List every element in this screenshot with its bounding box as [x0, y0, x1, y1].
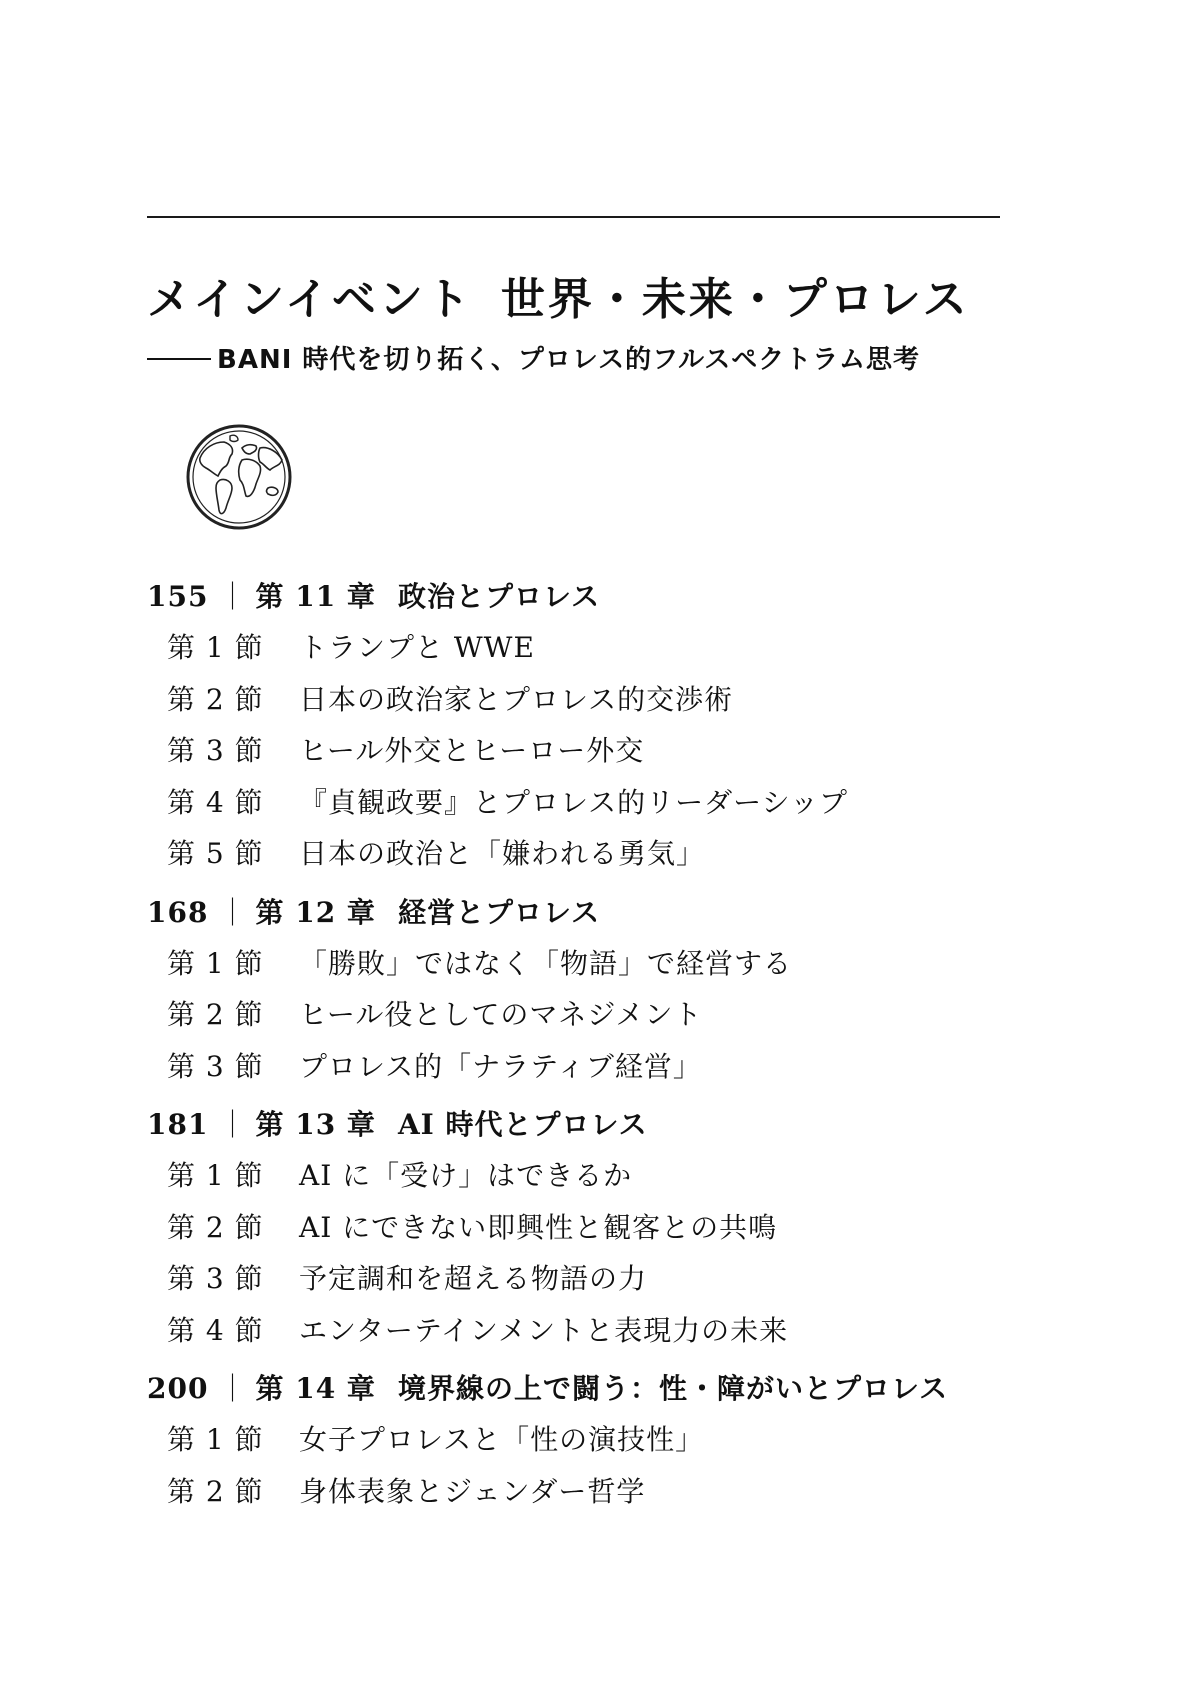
section-label: 第 2 節	[167, 1474, 264, 1508]
section-label: 第 4 節	[167, 785, 264, 819]
section-label: 第 1 節	[167, 631, 264, 664]
section-item	[147, 777, 1047, 829]
chapter-13	[147, 1100, 1047, 1356]
section-title: プロレス的「ナラティブ経営」	[299, 1049, 702, 1083]
section-title: トランプと WWE	[299, 631, 535, 664]
section-item	[147, 1414, 1047, 1466]
section-label: 第 1 節	[167, 946, 264, 980]
chapter-label: 第 14 章	[255, 1372, 376, 1405]
chapter-separator: ｜	[218, 1108, 248, 1141]
chapter-12	[147, 888, 1047, 1093]
chapter-page-number: 200	[147, 1372, 209, 1405]
chapter-heading	[147, 572, 1047, 622]
chapter-title: AI 時代とプロレス	[397, 1108, 648, 1141]
section-item	[147, 989, 1047, 1041]
chapter-heading	[147, 1100, 1047, 1150]
chapter-separator: ｜	[218, 1372, 248, 1405]
section-item	[147, 1202, 1047, 1254]
chapter-label: 第 12 章	[255, 895, 376, 929]
section-item	[147, 1041, 1047, 1093]
section-label: 第 2 節	[167, 1210, 264, 1244]
section-label: 第 3 節	[167, 734, 264, 767]
section-title: 日本の政治家とプロレス的交渉術	[299, 682, 734, 716]
section-item	[147, 674, 1047, 726]
section-item	[147, 1150, 1047, 1202]
section-title: 身体表象とジェンダー哲学	[299, 1474, 646, 1508]
section-title: 「勝敗」ではなく「物語」で経営する	[299, 946, 793, 980]
chapter-page-number: 168	[147, 895, 209, 929]
header-divider	[147, 216, 1000, 218]
page-title	[147, 272, 970, 328]
chapter-label: 第 13 章	[255, 1108, 376, 1141]
section-title: 予定調和を超える物語の力	[299, 1262, 648, 1295]
section-label: 第 3 節	[167, 1049, 264, 1083]
section-item	[147, 828, 1047, 880]
section-label: 第 5 節	[167, 837, 264, 870]
chapter-label: 第 11 章	[255, 580, 376, 613]
section-title: エンターテインメントと表現力の未来	[299, 1313, 789, 1347]
section-item	[147, 1466, 1047, 1518]
section-title: AI にできない即興性と観客との共鳴	[299, 1210, 778, 1244]
section-item	[147, 622, 1047, 674]
section-item	[147, 1253, 1047, 1305]
globe-icon	[184, 422, 294, 532]
table-of-contents	[147, 572, 1047, 1525]
section-title: 女子プロレスと「性の演技性」	[299, 1423, 705, 1456]
section-item	[147, 938, 1047, 990]
subtitle-dash	[147, 358, 211, 360]
chapter-separator: ｜	[218, 895, 248, 929]
section-title: ヒール外交とヒーロー外交	[299, 734, 645, 767]
section-label: 第 3 節	[167, 1262, 264, 1295]
section-item	[147, 725, 1047, 777]
section-label: 第 2 節	[167, 682, 264, 716]
chapter-14	[147, 1364, 1047, 1517]
section-title: 日本の政治と「嫌われる勇気」	[299, 837, 706, 870]
page-subtitle	[147, 340, 920, 380]
section-label: 第 2 節	[167, 998, 264, 1031]
chapter-title: 経営とプロレス	[397, 895, 601, 929]
chapter-heading	[147, 888, 1047, 938]
section-title: AI に「受け」はできるか	[299, 1159, 633, 1192]
chapter-11	[147, 572, 1047, 880]
chapter-heading	[147, 1364, 1047, 1414]
section-label: 第 1 節	[167, 1159, 264, 1192]
section-title: 『貞観政要』とプロレス的リーダーシップ	[299, 785, 849, 819]
title-part-main-event: メインイベント	[147, 274, 473, 325]
title-part-theme: 世界・未来・プロレス	[500, 274, 970, 325]
section-title: ヒール役としてのマネジメント	[299, 998, 703, 1031]
section-item	[147, 1305, 1047, 1357]
section-label: 第 1 節	[167, 1423, 264, 1456]
section-label: 第 4 節	[167, 1313, 264, 1347]
chapter-separator: ｜	[218, 580, 248, 613]
chapter-title: 境界線の上で闘う：性・障がいとプロレス	[397, 1372, 949, 1405]
chapter-page-number: 155	[147, 580, 209, 613]
chapter-page-number: 181	[147, 1108, 209, 1141]
subtitle-text: BANI 時代を切り拓く、プロレス的フルスペクトラム思考	[217, 345, 921, 375]
chapter-title: 政治とプロレス	[397, 580, 601, 613]
